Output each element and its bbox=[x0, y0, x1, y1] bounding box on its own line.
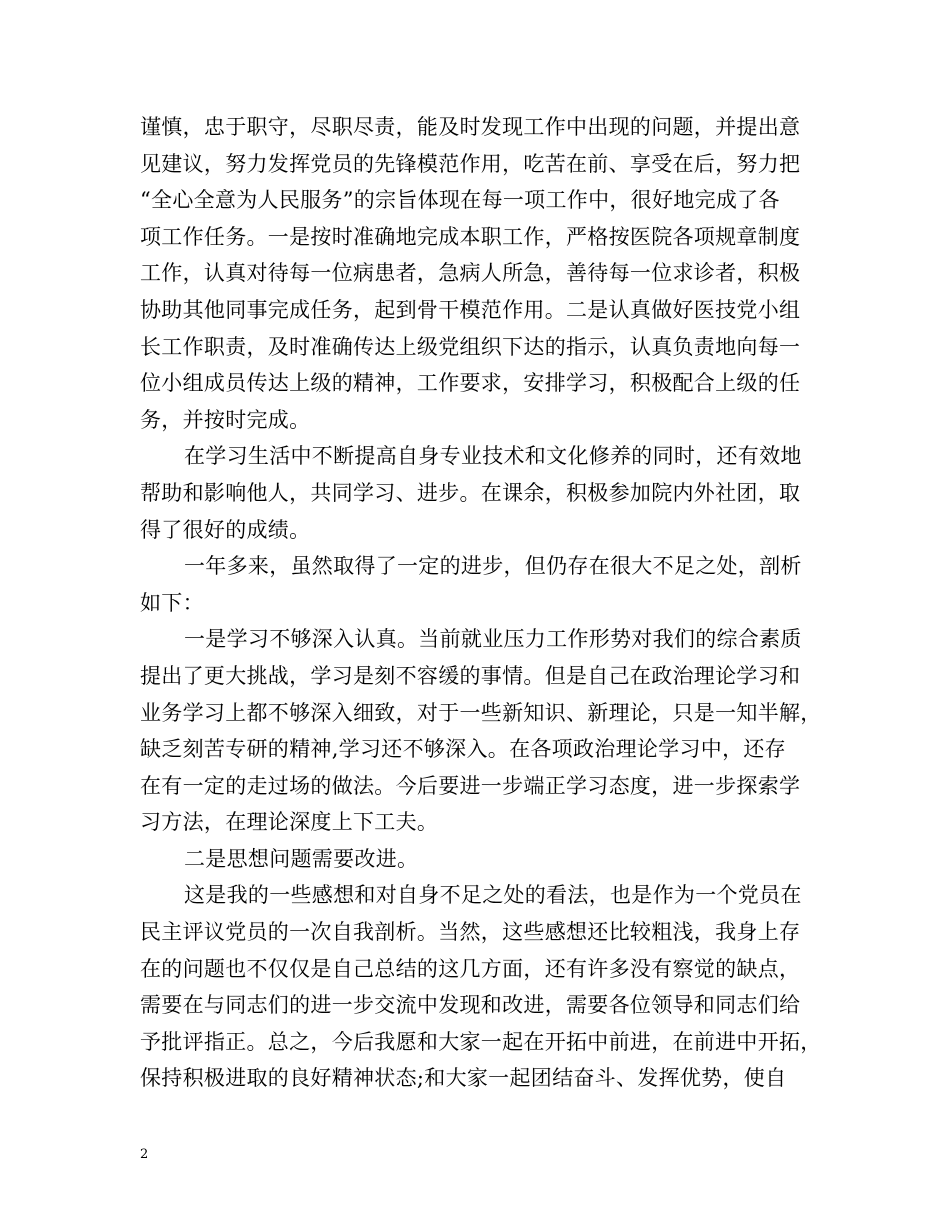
text-line: 见建议，努力发挥党员的先锋模范作用，吃苦在前、享受在后，努力把 bbox=[140, 151, 801, 176]
text-line: 如下： bbox=[140, 590, 204, 615]
text-line: “全心全意为人民服务”的宗旨体现在每一项工作中，很好地完成了各 bbox=[140, 188, 780, 213]
text-line: 民主评议党员的一次自我剖析。当然，这些感想还比较粗浅，我身上存 bbox=[140, 920, 801, 945]
text-line: 一是学习不够深入认真。当前就业压力工作形势对我们的综合素质 bbox=[184, 627, 802, 652]
text-line: 务，并按时完成。 bbox=[140, 407, 311, 432]
page-number: 2 bbox=[140, 1147, 149, 1162]
text-line: 提出了更大挑战，学习是刻不容缓的事情。但是自己在政治理论学习和 bbox=[140, 663, 801, 688]
document-body bbox=[140, 109, 830, 1097]
text-line: 帮助和影响他人，共同学习、进步。在课余，积极参加院内外社团，取 bbox=[140, 480, 801, 505]
text-line: 工作，认真对待每一位病患者，急病人所急，善待每一位求诊者，积极 bbox=[140, 261, 801, 286]
text-line: 长工作职责，及时准确传达上级党组织下达的指示，认真负责地向每一 bbox=[140, 334, 801, 359]
text-line: 二是思想问题需要改进。 bbox=[184, 846, 419, 871]
text-line: 在有一定的走过场的做法。今后要进一步端正学习态度，进一步探索学 bbox=[140, 773, 801, 798]
text-line: 项工作任务。一是按时准确地完成本职工作，严格按医院各项规章制度 bbox=[140, 224, 801, 249]
text-line: 需要在与同志们的进一步交流中发现和改进，需要各位领导和同志们给 bbox=[140, 993, 801, 1018]
text-line: 位小组成员传达上级的精神，工作要求，安排学习，积极配合上级的任 bbox=[140, 371, 801, 396]
text-line: 得了很好的成绩。 bbox=[140, 517, 311, 542]
text-line: 谨慎，忠于职守，尽职尽责，能及时发现工作中出现的问题，并提出意 bbox=[140, 115, 801, 139]
text-line: 保持积极进取的良好精神状态;和大家一起团结奋斗、发挥优势，使自 bbox=[140, 1066, 787, 1091]
text-line: 一年多来，虽然取得了一定的进步，但仍存在很大不足之处，剖析 bbox=[184, 554, 802, 579]
text-line: 协助其他同事完成任务，起到骨干模范作用。二是认真做好医技党小组 bbox=[140, 297, 801, 322]
text-line: 习方法，在理论深度上下工夫。 bbox=[140, 810, 439, 835]
text-line: 在的问题也不仅仅是自己总结的这几方面，还有许多没有察觉的缺点， bbox=[140, 956, 801, 981]
text-line: 在学习生活中不断提高自身专业技术和文化修养的同时，还有效地 bbox=[184, 444, 802, 469]
text-line: 缺乏刻苦专研的精神,学习还不够深入。在各项政治理论学习中，还存 bbox=[140, 737, 786, 762]
text-line: 予批评指正。总之，今后我愿和大家一起在开拓中前进，在前进中开拓， bbox=[140, 1029, 822, 1054]
text-line: 业务学习上都不够深入细致，对于一些新知识、新理论，只是一知半解， bbox=[140, 700, 822, 725]
text-line: 这是我的一些感想和对自身不足之处的看法，也是作为一个党员在 bbox=[184, 883, 802, 908]
